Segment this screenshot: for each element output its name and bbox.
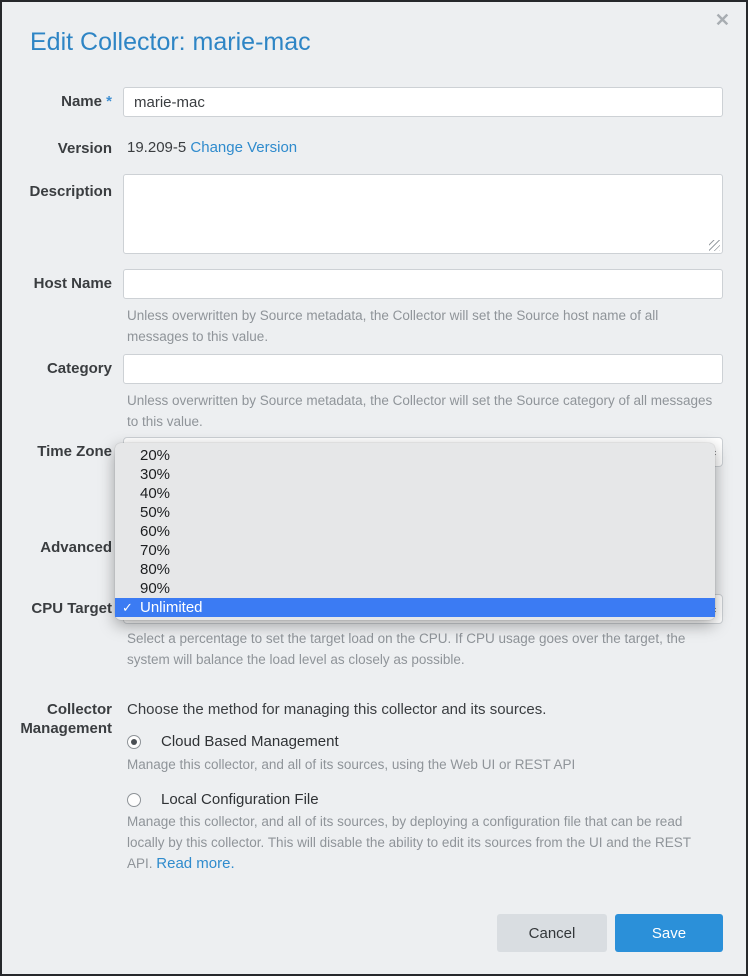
version-label: Version [57,140,112,157]
name-label-text: Name [61,93,102,110]
host-name-input[interactable] [123,269,723,299]
radio-local-label[interactable]: Local Configuration File [161,791,319,808]
host-name-label: Host Name [33,275,112,292]
dropdown-item-label: Unlimited [140,599,203,616]
collector-management-label-line1: Collector [46,701,112,718]
host-name-help: Unless overwritten by Source metadata, the Collector will set the Source host name of all messages to this value. [127,308,659,344]
name-label [2,87,112,117]
cpu-target-dropdown-popup [115,443,715,620]
advanced-label: Advanced [40,539,112,556]
dropdown-item[interactable]: 90% [140,580,171,597]
dialog-title: Edit Collector: marie-mac [30,28,311,56]
save-button[interactable]: Save [615,914,723,952]
resize-handle-icon[interactable] [709,240,720,251]
name-input[interactable] [123,87,723,117]
close-icon[interactable]: ✕ [714,10,730,30]
management-intro: Choose the method for managing this collector and its sources. [127,701,547,718]
change-version-link[interactable]: Change Version [190,139,298,156]
cpu-target-help: Select a percentage to set the target load on the CPU. If CPU usage goes over the target, the system will balance the load level as closely as possible. [127,631,686,667]
checkmark-icon: ✓ [122,600,133,615]
collector-management-label [2,700,112,738]
version-value: 19.209-5 [127,139,187,156]
dropdown-item-selected[interactable] [115,598,715,617]
read-more-link[interactable]: Read more. [156,855,235,872]
cpu-target-label: CPU Target [31,600,112,617]
description-label: Description [29,183,112,200]
time-zone-label: Time Zone [37,443,112,460]
category-label: Category [46,360,112,377]
dropdown-item[interactable]: 40% [140,485,171,502]
category-input[interactable] [123,354,723,384]
category-help: Unless overwritten by Source metadata, the Collector will set the Source category of all messages to this value. [127,393,713,429]
radio-cloud-label[interactable]: Cloud Based Management [161,733,339,750]
local-config-help-text: Manage this collector, and all of its sources, by deploying a configuration file that can be read locally by this collector. This will disable the ability to edit its sources from the UI and the REST API. [127,814,691,871]
dropdown-item[interactable]: 20% [140,447,171,464]
cloud-management-help: Manage this collector, and all of its sources, using the Web UI or REST API [127,757,576,772]
dropdown-item[interactable]: 70% [140,542,171,559]
description-textarea[interactable] [123,174,723,254]
collector-management-label-line2: Management [20,720,112,737]
radio-selected-icon[interactable] [127,735,141,749]
dropdown-item[interactable]: 50% [140,504,171,521]
dropdown-item[interactable]: 60% [140,523,171,540]
radio-option-cloud[interactable] [127,733,339,750]
local-config-help [127,811,719,874]
cancel-button[interactable]: Cancel [497,914,607,952]
radio-option-local[interactable] [127,791,319,808]
radio-unselected-icon[interactable] [127,793,141,807]
dropdown-item[interactable]: 30% [140,466,171,483]
dropdown-item[interactable]: 80% [140,561,171,578]
required-asterisk: * [106,93,112,110]
